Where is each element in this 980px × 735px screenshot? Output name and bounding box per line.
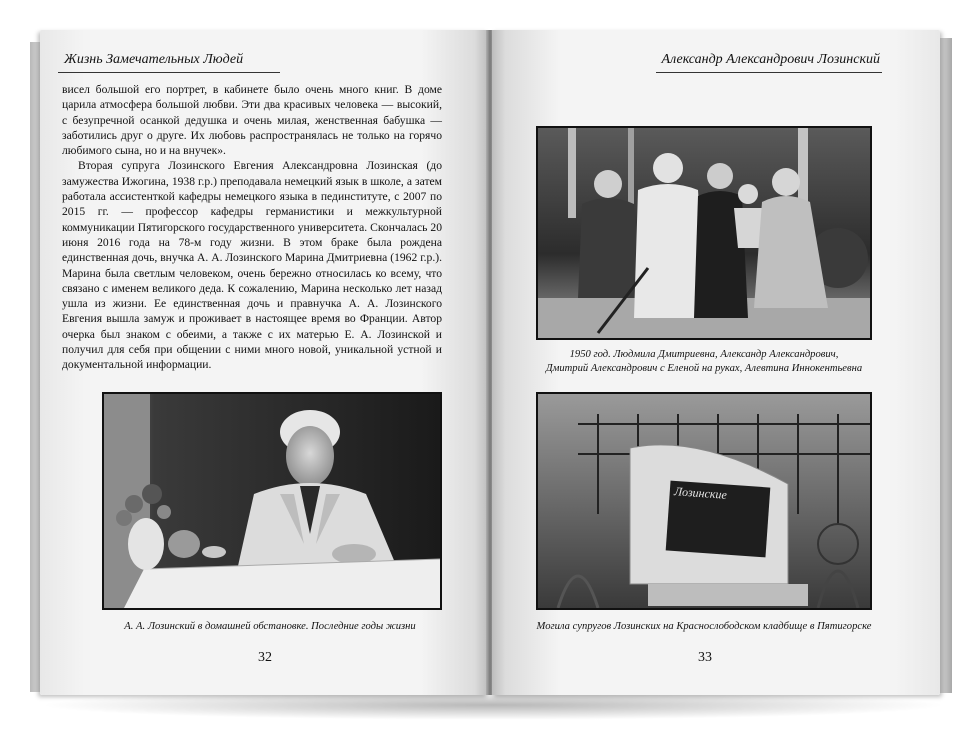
portrait-caption: А. А. Лозинский в домашней обстановке. Последние годы жизни — [124, 621, 416, 632]
paragraph-2: Вторая супруга Лозинского Евгения Александровна Лозинская (до замужества Ижогина, 1938 г.р.) преподавала немецкий язык в школе, а затем работала ассистенткой кафедры немецкого языка в пединституте, с 2007 по 2015 гг. — профессор кафедры германистики и межкультурной коммуникации Пятигорского государственного университета. Скончалась 20 июня 2016 года на 78-м году жизни. В этом браке была рождена единственная дочь, внучка А. А. Лозинского Марина Дмитриевна (1962 г.р.). Марина была светлым человеком, очень бережно относилась ко всему, что связано с именем великого деда. К сожалению, Марина несколько лет назад ушла из жизни. Ее единственная дочь и правнучка А. А. Лозинского Евгения вышла замуж и проживает в настоящее время во Франции. Автор очерка был знаком с обеими, а также с их матерью Е. А. Лозинской и получил для себя при общении с ними много новой, уникальной устной и документальной информации. — [62, 159, 442, 372]
family-photo-caption-line-2: Дмитрий Александрович с Еленой на руках, Алевтина Иннокентьевна — [545, 363, 863, 374]
family-photo-image — [538, 128, 870, 338]
portrait-photo — [102, 392, 442, 610]
right-page — [492, 30, 940, 695]
right-header-rule — [656, 72, 882, 73]
family-photo — [536, 126, 872, 340]
family-photo-caption — [516, 348, 892, 376]
right-running-head: Александр Александрович Лозинский — [661, 52, 880, 67]
left-page-number: 32 — [258, 650, 272, 665]
grave-plaque-title: Лозинские — [673, 484, 728, 502]
left-page — [40, 30, 488, 695]
paragraph-1: висел большой его портрет, в кабинете было очень много книг. В доме царила атмосфера большой любви. Эти два красивых человека — высокий, с безупречной осанкой дедушка и очень милая, женственная бабушка — заботились друг о друге. Их любовь распространялась не только на горячо любимого сына, но и на внучек». — [62, 83, 442, 158]
family-photo-caption-line-1: 1950 год. Людмила Дмитриевна, Александр Александрович, — [569, 349, 839, 360]
grave-photo-caption: Могила супругов Лозинских на Краснослободском кладбище в Пятигорске — [536, 621, 872, 632]
right-page-edges — [938, 38, 952, 693]
left-header-rule — [58, 72, 280, 73]
portrait-photo-image — [104, 394, 440, 608]
left-running-head: Жизнь Замечательных Людей — [64, 52, 244, 67]
left-body-text — [62, 82, 442, 373]
right-page-number: 33 — [698, 650, 712, 665]
